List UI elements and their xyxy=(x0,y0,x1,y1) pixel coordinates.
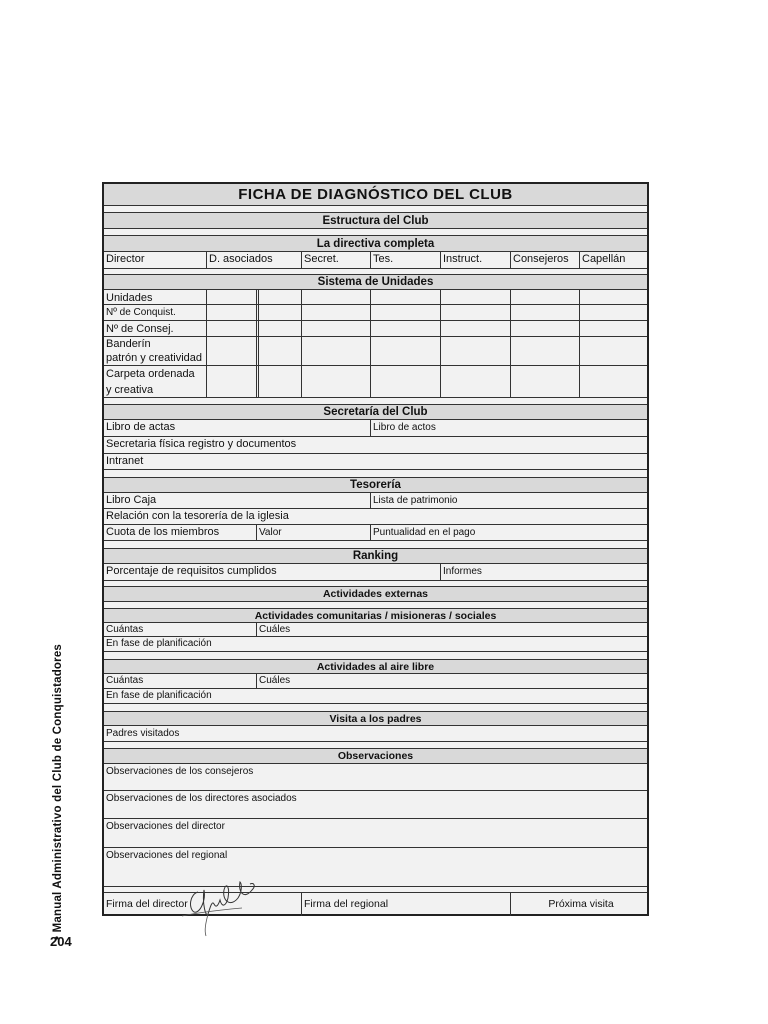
aire-libre-header-text: Actividades al aire libre xyxy=(316,660,435,673)
obs-consejeros: Observaciones de los consejeros xyxy=(106,766,254,777)
secretaria-row-actas xyxy=(104,420,647,437)
row-conquist: Nº de Conquist. xyxy=(106,307,176,318)
libro-actos: Libro de actos xyxy=(373,422,436,433)
secretaria-row-fisica xyxy=(104,437,647,454)
aire-libre-header xyxy=(104,660,647,674)
padres-row xyxy=(104,726,647,742)
col-secret: Secret. xyxy=(304,253,339,266)
comunitarias-planificacion: En fase de planificación xyxy=(106,638,212,649)
diagnostic-form xyxy=(102,182,649,916)
observaciones-header xyxy=(104,749,647,764)
row-unidades: Unidades xyxy=(106,292,153,304)
spacer xyxy=(104,652,647,660)
obs-asociados-row xyxy=(104,791,647,819)
aire-libre-row-planificacion xyxy=(104,689,647,704)
porcentaje-requisitos: Porcentaje de requisitos cumplidos xyxy=(106,565,277,578)
comunitarias-header-text: Actividades comunitarias / misioneras / sociales xyxy=(254,609,497,622)
relacion-tesoreria: Relación con la tesorería de la iglesia xyxy=(106,509,289,522)
spacer xyxy=(104,206,647,213)
spacer xyxy=(104,602,647,609)
intranet: Intranet xyxy=(106,454,144,467)
row-banderin-2: patrón y creatividad xyxy=(106,352,202,364)
tesoreria-row-caja xyxy=(104,493,647,509)
obs-regional: Observaciones del regional xyxy=(106,850,228,861)
spacer xyxy=(104,229,647,236)
ranking-header-text: Ranking xyxy=(352,550,399,562)
spacer xyxy=(104,704,647,712)
valor: Valor xyxy=(259,526,282,538)
sidebar-caption xyxy=(48,640,76,950)
firma-director: Firma del director xyxy=(106,898,188,911)
row-consej: Nº de Consej. xyxy=(106,323,174,335)
spacer xyxy=(104,742,647,749)
comunitarias-header xyxy=(104,609,647,623)
tesoreria-header xyxy=(104,478,647,493)
structure-header xyxy=(104,213,647,229)
secretaria-header-text: Secretaría del Club xyxy=(323,406,428,418)
secretaria-fisica: Secretaria física registro y documentos xyxy=(106,438,297,451)
libro-actas: Libro de actas xyxy=(106,421,176,434)
padres-visitados: Padres visitados xyxy=(106,727,180,739)
spacer xyxy=(104,398,647,405)
row-carpeta-2: y creativa xyxy=(106,384,154,396)
comunitarias-row-planificacion xyxy=(104,637,647,652)
informes: Informes xyxy=(443,566,482,577)
directiva-header xyxy=(104,236,647,252)
col-consejeros: Consejeros xyxy=(513,253,569,266)
obs-director-row xyxy=(104,819,647,848)
col-instruct: Instruct. xyxy=(443,253,483,266)
comunitarias-cuales: Cuáles xyxy=(259,623,291,635)
signature-scribble xyxy=(180,878,264,938)
form-title xyxy=(104,184,647,206)
externas-header xyxy=(104,587,647,602)
page-number: 204 xyxy=(50,934,72,949)
row-banderin: Banderín xyxy=(106,338,151,350)
col-tes: Tes. xyxy=(373,253,394,266)
row-carpeta: Carpeta ordenada xyxy=(106,368,195,380)
aire-libre-cuantas: Cuántas xyxy=(106,675,144,686)
lista-patrimonio: Lista de patrimonio xyxy=(373,494,458,506)
manual-title: • Manual Administrativo del Club de Conquistadores xyxy=(52,643,64,940)
directiva-header-text: La directiva completa xyxy=(316,237,435,250)
aire-libre-cuales: Cuáles xyxy=(259,675,291,686)
observaciones-header-text: Observaciones xyxy=(337,750,414,762)
comunitarias-row-cuantas xyxy=(104,623,647,637)
proxima-visita: Próxima visita xyxy=(548,898,614,911)
firma-regional: Firma del regional xyxy=(304,898,389,911)
col-capellan: Capellán xyxy=(582,253,626,266)
aire-libre-row-cuantas xyxy=(104,674,647,689)
padres-header xyxy=(104,712,647,726)
secretaria-header xyxy=(104,405,647,420)
unidades-header xyxy=(104,275,647,290)
padres-header-text: Visita a los padres xyxy=(329,712,422,725)
obs-director: Observaciones del director xyxy=(106,821,225,832)
unidades-header-text: Sistema de Unidades xyxy=(317,276,434,288)
form-title-text: FICHA DE DIAGNÓSTICO DEL CLUB xyxy=(238,186,513,203)
obs-asociados: Observaciones de los directores asociados xyxy=(106,793,297,804)
unidades-grid xyxy=(104,290,647,398)
secretaria-row-intranet xyxy=(104,454,647,470)
puntualidad-pago: Puntualidad en el pago xyxy=(373,526,476,538)
tesoreria-header-text: Tesorería xyxy=(350,479,401,491)
tesoreria-row-relacion xyxy=(104,509,647,525)
ranking-header xyxy=(104,549,647,564)
externas-header-text: Actividades externas xyxy=(322,588,429,600)
spacer xyxy=(104,470,647,478)
structure-header-text: Estructura del Club xyxy=(322,214,429,227)
ranking-row xyxy=(104,564,647,581)
col-asociados: D. asociados xyxy=(209,253,273,266)
obs-consejeros-row xyxy=(104,764,647,791)
col-director: Director xyxy=(106,253,145,266)
libro-caja: Libro Caja xyxy=(106,493,157,506)
cuota-miembros: Cuota de los miembros xyxy=(106,525,220,538)
aire-libre-planificacion: En fase de planificación xyxy=(106,690,212,701)
comunitarias-cuantas: Cuántas xyxy=(106,623,144,635)
directiva-row xyxy=(104,252,647,269)
spacer xyxy=(104,541,647,549)
tesoreria-row-cuota xyxy=(104,525,647,541)
